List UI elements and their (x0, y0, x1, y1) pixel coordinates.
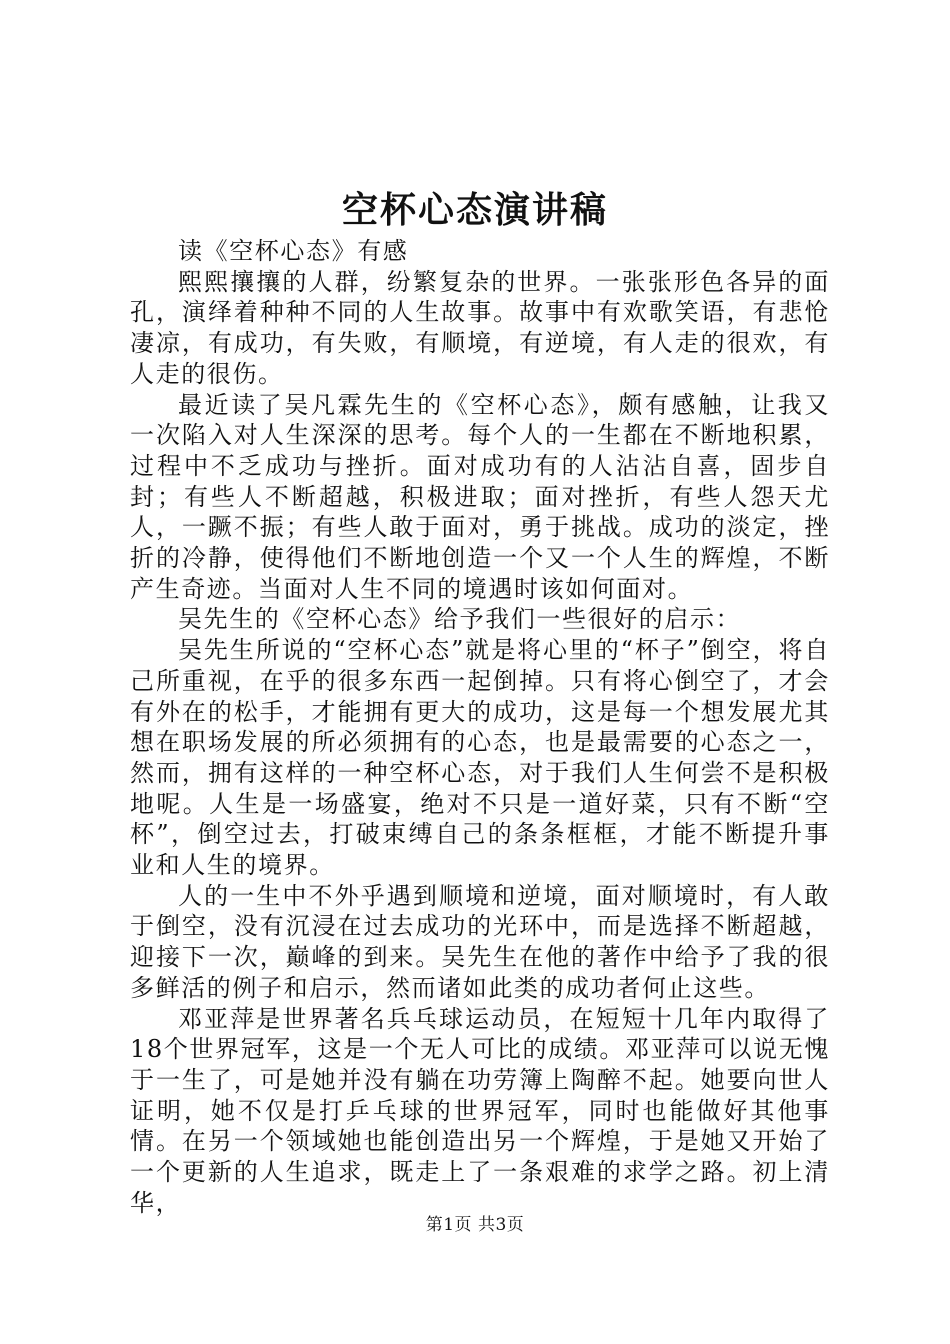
paragraph: 邓亚萍是世界著名兵乓球运动员，在短短十几年内取得了18个世界冠军，这是一个无人可比的成绩。邓亚萍可以说无愧于一生了，可是她并没有躺在功劳簿上陶醉不起。她要向世人证明，她不仅是打乒乓球的世界冠军，同时也能做好其他事情。在另一个领域她也能创造出另一个辉煌，于是她又开始了一个更新的人生追求，既走上了一条艰难的求学之路。初上清华， (130, 1004, 830, 1217)
document-title: 空杯心态演讲稿 (341, 189, 608, 231)
paragraph: 吴先生的《空杯心态》给予我们一些很好的启示： (178, 605, 742, 634)
paragraph: 熙熙攘攘的人群，纷繁复杂的世界。一张张形色各异的面孔，演绎着种种不同的人生故事。故事中有欢歌笑语，有悲怆凄凉，有成功，有失败，有顺境，有逆境，有人走的很欢，有人走的很伤。 (130, 267, 830, 388)
paragraph-subtitle: 读《空杯心态》有感 (178, 237, 409, 265)
paragraph: 最近读了吴凡霖先生的《空杯心态》，颇有感触，让我又一次陷入对人生深深的思考。每个人的一生都在不断地积累，过程中不乏成功与挫折。面对成功有的人沾沾自喜，固步自封；有些人不断超越，积极进取；面对挫折，有些人怨天尤人，一蹶不振；有些人敢于面对，勇于挑战。成功的淡定，挫折的冷静，使得他们不断地创造一个又一个人生的辉煌，不断产生奇迹。当面对人生不同的境遇时该如何面对。 (130, 390, 830, 603)
paragraph: 人的一生中不外乎遇到顺境和逆境，面对顺境时，有人敢于倒空，没有沉浸在过去成功的光环中，而是选择不断超越，迎接下一次，巅峰的到来。吴先生在他的著作中给予了我的很多鲜活的例子和启示，然而诸如此类的成功者何止这些。 (130, 881, 830, 1002)
page-footer: 第1页 共3页 (425, 1215, 525, 1235)
document-body (130, 236, 830, 1219)
paragraph: 吴先生所说的“空杯心态”就是将心里的“杯子”倒空，将自己所重视，在乎的很多东西一起倒掉。只有将心倒空了，才会有外在的松手，才能拥有更大的成功，这是每一个想发展尤其想在职场发展的所必须拥有的心态，也是最需要的心态之一，然而，拥有这样的一种空杯心态，对于我们人生何尝不是积极地呢。人生是一场盛宴，绝对不只是一道好菜，只有不断“空杯”，倒空过去，打破束缚自己的条条框框，才能不断提升事业和人生的境界。 (130, 636, 830, 880)
